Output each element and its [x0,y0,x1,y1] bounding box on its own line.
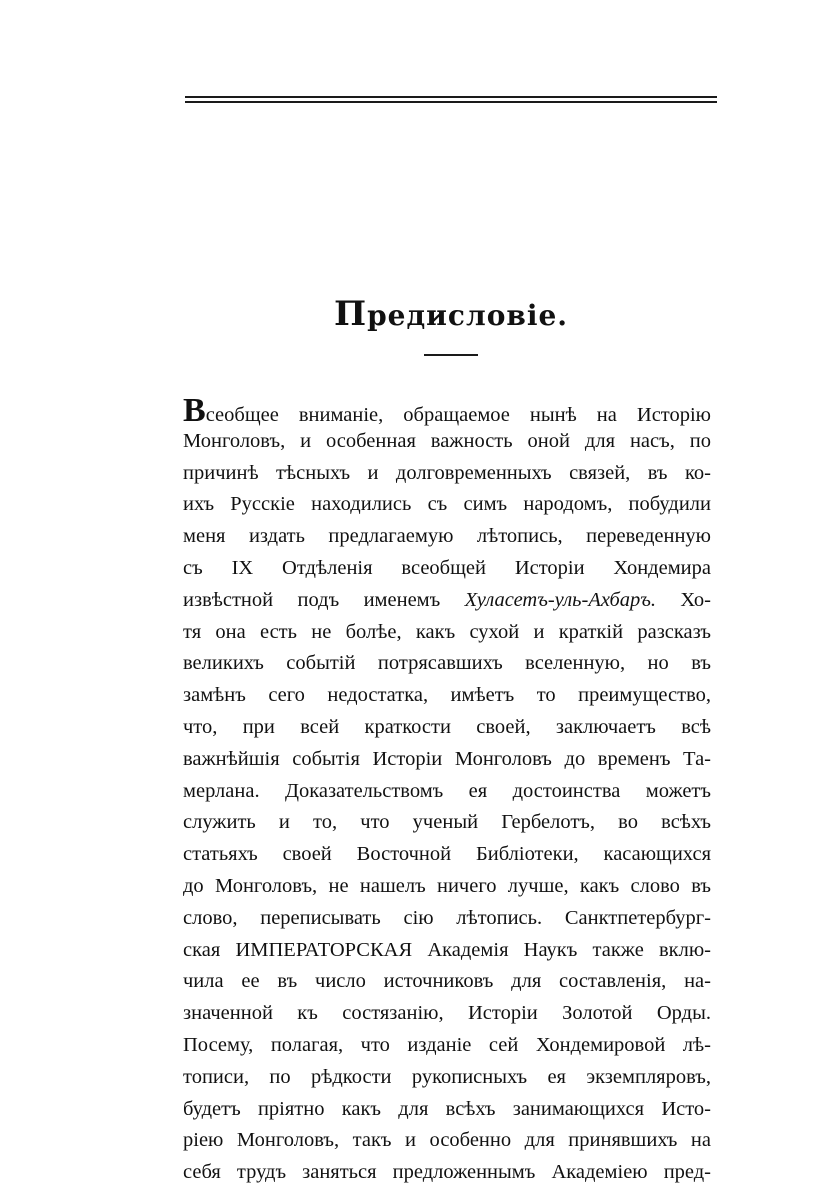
text-line: тописи, по рѣдкости рукописныхъ ея экземпляровъ, [183,1065,711,1088]
text-line: причинѣ тѣсныхъ и долговременныхъ связей, въ ко- [183,461,711,484]
title-initial: П [333,294,368,334]
text-line: важнѣйшія событія Исторіи Монголовъ до временъ Та- [183,747,711,770]
text-line: статьяхъ своей Восточной Библіотеки, касающихся [183,843,711,866]
text-line: Посему, полагая, что изданіе сей Хондемировой лѣ- [183,1033,711,1056]
text-line: ріею Монголовъ, такъ и особенно для принявшихъ на [183,1129,711,1152]
title-rest: редисловіе. [367,299,569,332]
drop-cap: В [183,394,206,426]
page-title [185,294,717,334]
text-line: служить и то, что ученый Гербелотъ, во всѣхъ [183,811,711,834]
text-line: ская ИМПЕРАТОРСКАЯ Академія Наукъ также вклю- [183,938,711,961]
text-line: слово, переписывать сію лѣтопись. Санктпетербург- [183,906,711,929]
text-line: Всеобщее вниманіе, обращаемое нынѣ на Исторію [183,394,711,426]
text-line: великихъ событій потрясавшихъ вселенную, но въ [183,652,711,675]
text-line: что, при всей краткости своей, заключаетъ всѣ [183,715,711,738]
text-line: Монголовъ, и особенная важность оной для насъ, по [183,429,711,452]
text-line: значенной къ состязанію, Исторіи Золотой Орды. [183,1002,711,1025]
top-double-rule [185,96,717,103]
text-line: замѣнъ сего недостатка, имѣетъ то преимущество, [183,684,711,707]
text-line: съ IX Отдѣленія всеобщей Исторіи Хондемира [183,556,711,579]
text-line: будетъ пріятно какъ для всѣхъ занимающихся Исто- [183,1097,711,1120]
text-line: до Монголовъ, не нашелъ ничего лучше, какъ слово въ [183,874,711,897]
text-line: мерлана. Доказательствомъ ея достоинства можетъ [183,779,711,802]
text-line: тя она есть не болѣе, какъ сухой и краткій разсказъ [183,620,711,643]
text-line: чила ее въ число источниковъ для составленія, на- [183,970,711,993]
text-line: себя трудъ заняться предложеннымъ Академіею пред- [183,1161,711,1184]
text-line: ихъ Русскіе находились съ симъ народомъ, побудили [183,493,711,516]
italic-work-title: Хуласетъ-уль-Ахбаръ. [464,588,657,611]
text-line: меня издать предлагаемую лѣтопись, переведенную [183,525,711,548]
text-line: извѣстной подъ именемъ Хуласетъ-уль-Ахбаръ. Хо- [183,588,711,611]
preface-paragraph [183,394,711,1189]
title-underline [424,354,478,356]
